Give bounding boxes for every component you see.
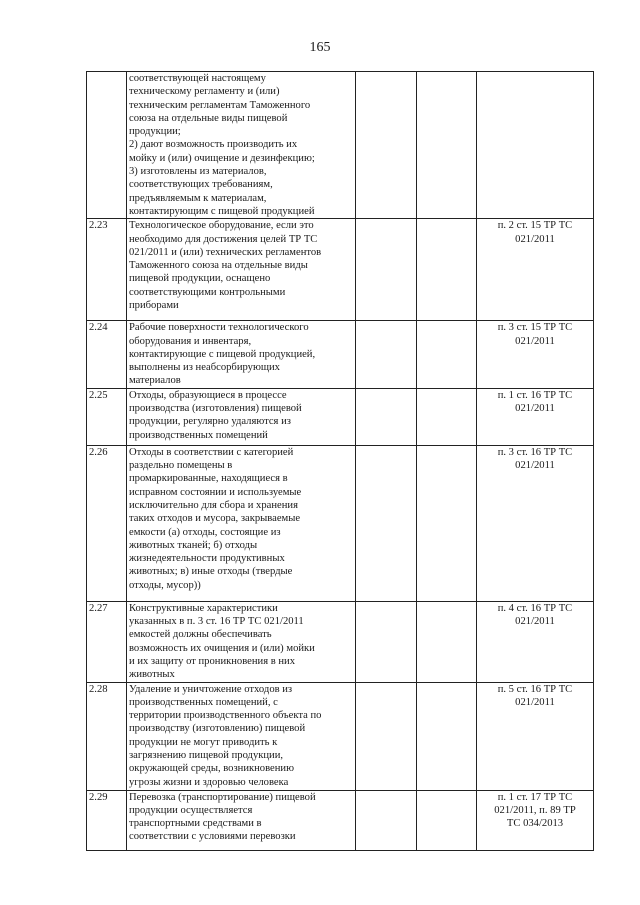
empty-cell-a	[356, 601, 417, 682]
requirement-text-line: промаркированные, находящиеся в	[129, 473, 288, 485]
requirement-text-line: продукции, регулярно удаляются из	[129, 416, 291, 428]
empty-cell-b	[417, 682, 477, 790]
requirement-text-line: производству (изготовлению) пищевой	[129, 723, 306, 735]
table-row	[87, 219, 594, 321]
regulation-reference	[477, 601, 594, 682]
empty-cell-b	[417, 219, 477, 321]
row-number: 2.29	[87, 790, 127, 850]
empty-cell-a	[356, 445, 417, 601]
table-row	[87, 72, 594, 219]
empty-cell-a	[356, 321, 417, 388]
requirement-text-line: транспортными средствами в	[129, 818, 262, 830]
requirement-text-line: 2) дают возможность производить их	[129, 139, 298, 151]
row-number: 2.27	[87, 601, 127, 682]
regulation-reference-line: 021/2011	[515, 616, 555, 628]
requirement-text-line: продукции не могут приводить к	[129, 736, 278, 748]
regulation-reference-line: п. 3 ст. 16 ТР ТС	[497, 446, 573, 458]
requirement-text-line: техническим регламентам Таможенного	[129, 99, 311, 111]
regulation-reference-line: 021/2011	[515, 460, 555, 472]
requirement-text	[127, 72, 356, 219]
requirement-text-line: Перевозка (транспортирование) пищевой	[129, 791, 316, 803]
regulation-reference	[477, 219, 594, 321]
requirement-text-line: и их защиту от проникновения в них	[129, 655, 296, 667]
regulation-reference-line: 021/2011	[515, 403, 555, 415]
regulation-reference	[477, 72, 594, 219]
row-number: 2.25	[87, 388, 127, 445]
regulation-reference-line: п. 1 ст. 17 ТР ТС	[497, 791, 573, 803]
requirement-text-line: Отходы, образующиеся в процессе	[129, 389, 287, 401]
requirement-text	[127, 388, 356, 445]
requirement-text-line: союза на отдельные виды пищевой	[129, 112, 288, 124]
requirement-text-line: производства (изготовления) пищевой	[129, 403, 302, 415]
requirement-text-line: необходимо для достижения целей ТР ТС	[129, 233, 318, 245]
requirement-text-line: соответствии с условиями перевозки	[129, 831, 296, 843]
requirement-text	[127, 321, 356, 388]
requirement-text-line: материалов	[129, 375, 181, 387]
regulation-reference-line: п. 4 ст. 16 ТР ТС	[497, 602, 573, 614]
empty-cell-a	[356, 219, 417, 321]
requirement-text-line: исправном состоянии и используемые	[129, 486, 302, 498]
requirement-text-line: исключительно для сбора и хранения	[129, 499, 298, 511]
requirement-text-line: техническому регламенту и (или)	[129, 86, 280, 98]
regulation-reference-line: ТС 034/2013	[506, 818, 564, 830]
table-row	[87, 388, 594, 445]
table-row	[87, 445, 594, 601]
requirement-text-line: контактирующим с пищевой продукцией	[129, 205, 315, 217]
regulation-reference-line: п. 3 ст. 15 ТР ТС	[497, 322, 573, 334]
regulation-reference-line: 021/2011	[515, 696, 555, 708]
requirement-text-line: емкостей должны обеспечивать	[129, 629, 272, 641]
requirement-text-line: соответствующей настоящему	[129, 73, 266, 84]
requirement-text	[127, 790, 356, 850]
empty-cell-b	[417, 790, 477, 850]
requirement-text-line: оборудования и инвентаря,	[129, 335, 252, 347]
row-number: 2.28	[87, 682, 127, 790]
empty-cell-b	[417, 388, 477, 445]
requirement-text-line: соответствующими контрольными	[129, 286, 286, 298]
regulation-reference	[477, 790, 594, 850]
requirement-text-line: окружающей среды, возникновению	[129, 763, 294, 775]
requirement-text-line: выполнены из неабсорбирующих	[129, 362, 280, 374]
requirement-text-line: контактирующие с пищевой продукцией,	[129, 348, 316, 360]
empty-cell-a	[356, 72, 417, 219]
regulation-reference	[477, 388, 594, 445]
regulation-reference-line: 021/2011, п. 89 ТР	[494, 804, 576, 816]
regulation-reference-line: 021/2011	[515, 335, 555, 347]
page-number: 165	[309, 40, 331, 55]
empty-cell-b	[417, 321, 477, 388]
requirement-text	[127, 682, 356, 790]
requirement-text-line: производственных помещений, с	[129, 696, 278, 708]
requirement-text-line: возможность их очищения и (или) мойки	[129, 642, 315, 654]
regulation-reference-line: п. 2 ст. 15 ТР ТС	[497, 220, 573, 232]
requirement-text-line: 021/2011 и (или) технических регламентов	[129, 246, 322, 258]
empty-cell-b	[417, 601, 477, 682]
requirement-text-line: продукции осуществляется	[129, 804, 253, 816]
regulation-reference	[477, 682, 594, 790]
regulation-reference-line: 021/2011	[515, 233, 555, 245]
requirement-text-line: Конструктивные характеристики	[129, 602, 278, 614]
requirement-text-line: пищевой продукции, оснащено	[129, 273, 271, 285]
requirement-text-line: раздельно помещены в	[129, 460, 233, 472]
row-number: 2.24	[87, 321, 127, 388]
requirement-text-line: емкости (а) отходы, состоящие из	[129, 526, 281, 538]
requirement-text	[127, 445, 356, 601]
table-row	[87, 790, 594, 850]
requirement-text-line: животных	[129, 669, 175, 681]
requirement-text-line: угрозы жизни и здоровью человека	[129, 776, 289, 788]
requirement-text	[127, 601, 356, 682]
regulation-reference-line: п. 5 ст. 16 ТР ТС	[497, 683, 573, 695]
requirement-text-line: 3) изготовлены из материалов,	[129, 166, 267, 178]
requirement-text-line: Рабочие поверхности технологического	[129, 322, 309, 334]
empty-cell-a	[356, 790, 417, 850]
regulation-reference	[477, 445, 594, 601]
table-row	[87, 601, 594, 682]
requirement-text-line: животных тканей; б) отходы	[129, 539, 258, 551]
requirement-text-line: животных; в) иные отходы (твердые	[129, 566, 293, 578]
requirement-text-line: таких отходов и мусора, закрываемые	[129, 513, 301, 525]
table-row	[87, 321, 594, 388]
requirement-text-line: продукции;	[129, 126, 181, 138]
requirement-text-line: предъявляемым к материалам,	[129, 192, 267, 204]
requirement-text-line: Отходы в соответствии с категорией	[129, 446, 294, 458]
requirement-text-line: Таможенного союза на отдельные виды	[129, 260, 308, 272]
requirement-text	[127, 219, 356, 321]
empty-cell-a	[356, 388, 417, 445]
regulation-reference-line: п. 1 ст. 16 ТР ТС	[497, 389, 573, 401]
requirement-text-line: территории производственного объекта по	[129, 710, 322, 722]
requirement-text-line: Технологическое оборудование, если это	[129, 220, 314, 232]
empty-cell-a	[356, 682, 417, 790]
table-body	[87, 72, 594, 851]
requirements-table	[86, 71, 594, 851]
regulation-reference	[477, 321, 594, 388]
requirement-text-line: загрязнению пищевой продукции,	[129, 750, 284, 762]
row-number: 2.23	[87, 219, 127, 321]
requirement-text-line: соответствующих требованиям,	[129, 179, 273, 191]
requirement-text-line: жизнедеятельности продуктивных	[129, 553, 285, 565]
requirement-text-line: отходы, мусор))	[129, 579, 201, 591]
row-number: 2.26	[87, 445, 127, 601]
empty-cell-b	[417, 72, 477, 219]
row-number	[87, 72, 127, 219]
requirement-text-line: приборами	[129, 300, 179, 312]
requirement-text-line: производственных помещений	[129, 429, 268, 441]
requirement-text-line: Удаление и уничтожение отходов из	[129, 683, 293, 695]
table-row	[87, 682, 594, 790]
requirement-text-line: указанных в п. 3 ст. 16 ТР ТС 021/2011	[129, 616, 304, 628]
empty-cell-b	[417, 445, 477, 601]
requirement-text-line: мойку и (или) очищение и дезинфекцию;	[129, 152, 315, 164]
